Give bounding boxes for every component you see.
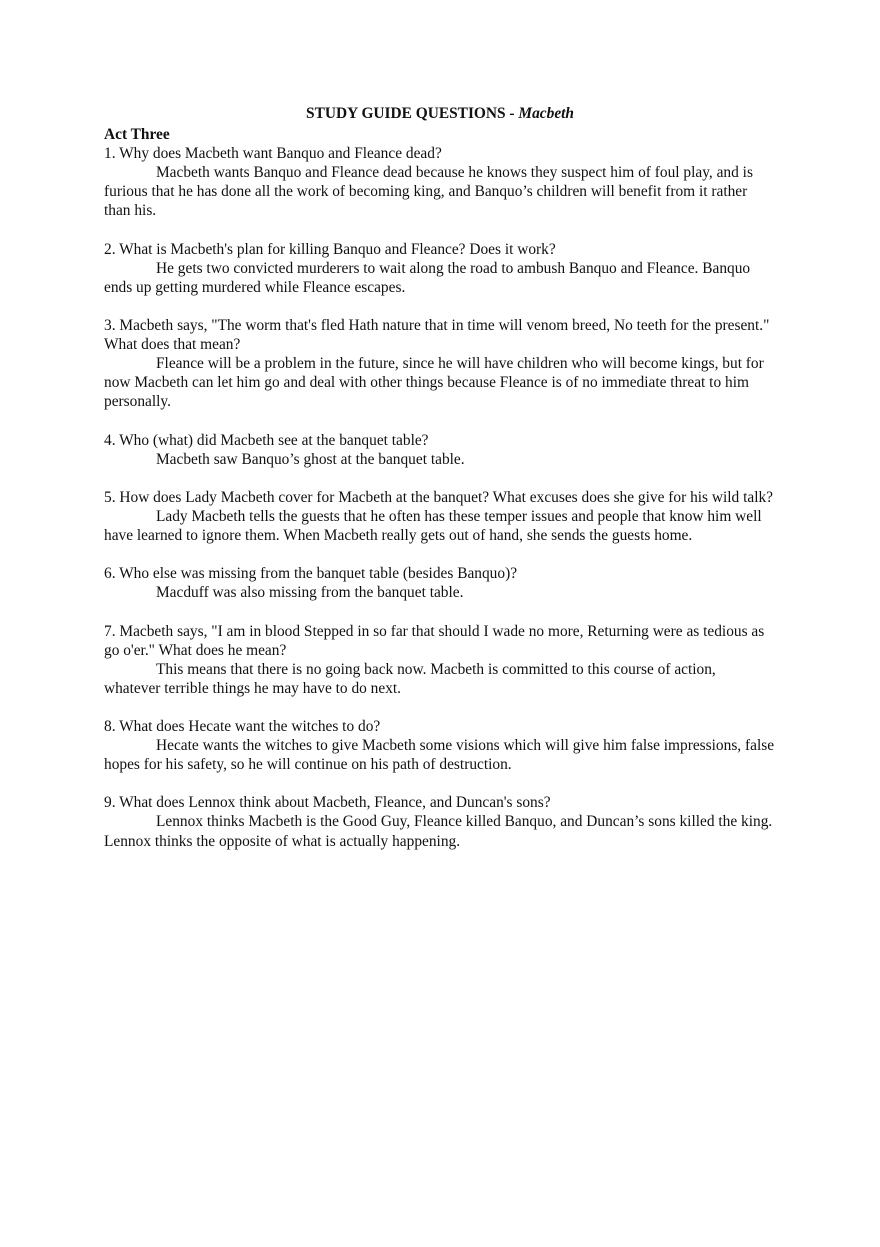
question-text: 1. Why does Macbeth want Banquo and Fleance dead? (104, 145, 442, 163)
question-text: 8. What does Hecate want the witches to do? (104, 718, 381, 735)
question-item (104, 622, 776, 698)
section-heading: Act Three (104, 126, 170, 144)
document-page (104, 104, 776, 870)
question-item (104, 488, 776, 545)
question-text: 4. Who (what) did Macbeth see at the banquet table? (104, 431, 429, 449)
answer-text: Hecate wants the witches to give Macbeth some visions which will give him false impressions, false hopes for his safety, so he will continue on his path of destruction. (104, 737, 775, 774)
question-text: 5. How does Lady Macbeth cover for Macbeth at the banquet? What excuses does she give for his wild talk? (104, 488, 773, 506)
answer-text: Macbeth wants Banquo and Fleance dead because he knows they suspect him of foul play, and is furious that he has done all the work of becoming king, and Banquo’s children will benefit from it rather than his. (104, 164, 753, 220)
question-text: 9. What does Lennox think about Macbeth, Fleance, and Duncan's sons? (104, 794, 551, 812)
question-item (104, 431, 776, 469)
question-text: 3. Macbeth says, "The worm that's fled Hath nature that in time will venom breed, No teeth for the present." What does that mean? (104, 317, 770, 354)
answer-text: Macbeth saw Banquo’s ghost at the banquet table. (156, 450, 465, 468)
question-item (104, 316, 776, 411)
title-prefix: STUDY GUIDE QUESTIONS - (306, 105, 519, 122)
answer-text: Fleance will be a problem in the future, since he will have children who will become kings, but for now Macbeth can let him go and deal with other things because Fleance is of no immediate threat to him personally. (104, 355, 764, 411)
question-text: 7. Macbeth says, "I am in blood Stepped in so far that should I wade no more, Returning were as tedious as go o'er." What does he mean? (104, 622, 765, 659)
title-play-name: Macbeth (518, 105, 574, 122)
answer-text: This means that there is no going back now. Macbeth is committed to this course of action, whatever terrible things he may have to do next. (104, 660, 716, 697)
question-text: 2. What is Macbeth's plan for killing Banquo and Fleance? Does it work? (104, 240, 556, 258)
question-text: 6. Who else was missing from the banquet table (besides Banquo)? (104, 565, 518, 583)
answer-text: Lady Macbeth tells the guests that he often has these temper issues and people that know him well have learned to ignore them. When Macbeth really gets out of hand, she sends the guests home. (104, 507, 762, 545)
answer-text: Macduff was also missing from the banquet table. (156, 584, 464, 602)
question-item (104, 564, 776, 602)
question-item (104, 717, 776, 774)
answer-text: Lennox thinks Macbeth is the Good Guy, Fleance killed Banquo, and Duncan’s sons killed the king. Lennox thinks the opposite of what is actually happening. (104, 813, 773, 850)
question-item (104, 793, 776, 850)
page-title (104, 104, 776, 123)
answer-text: He gets two convicted murderers to wait along the road to ambush Banquo and Fleance. Banquo ends up getting murdered while Fleance escapes. (104, 259, 751, 296)
question-item (104, 240, 776, 297)
question-item (104, 144, 776, 220)
